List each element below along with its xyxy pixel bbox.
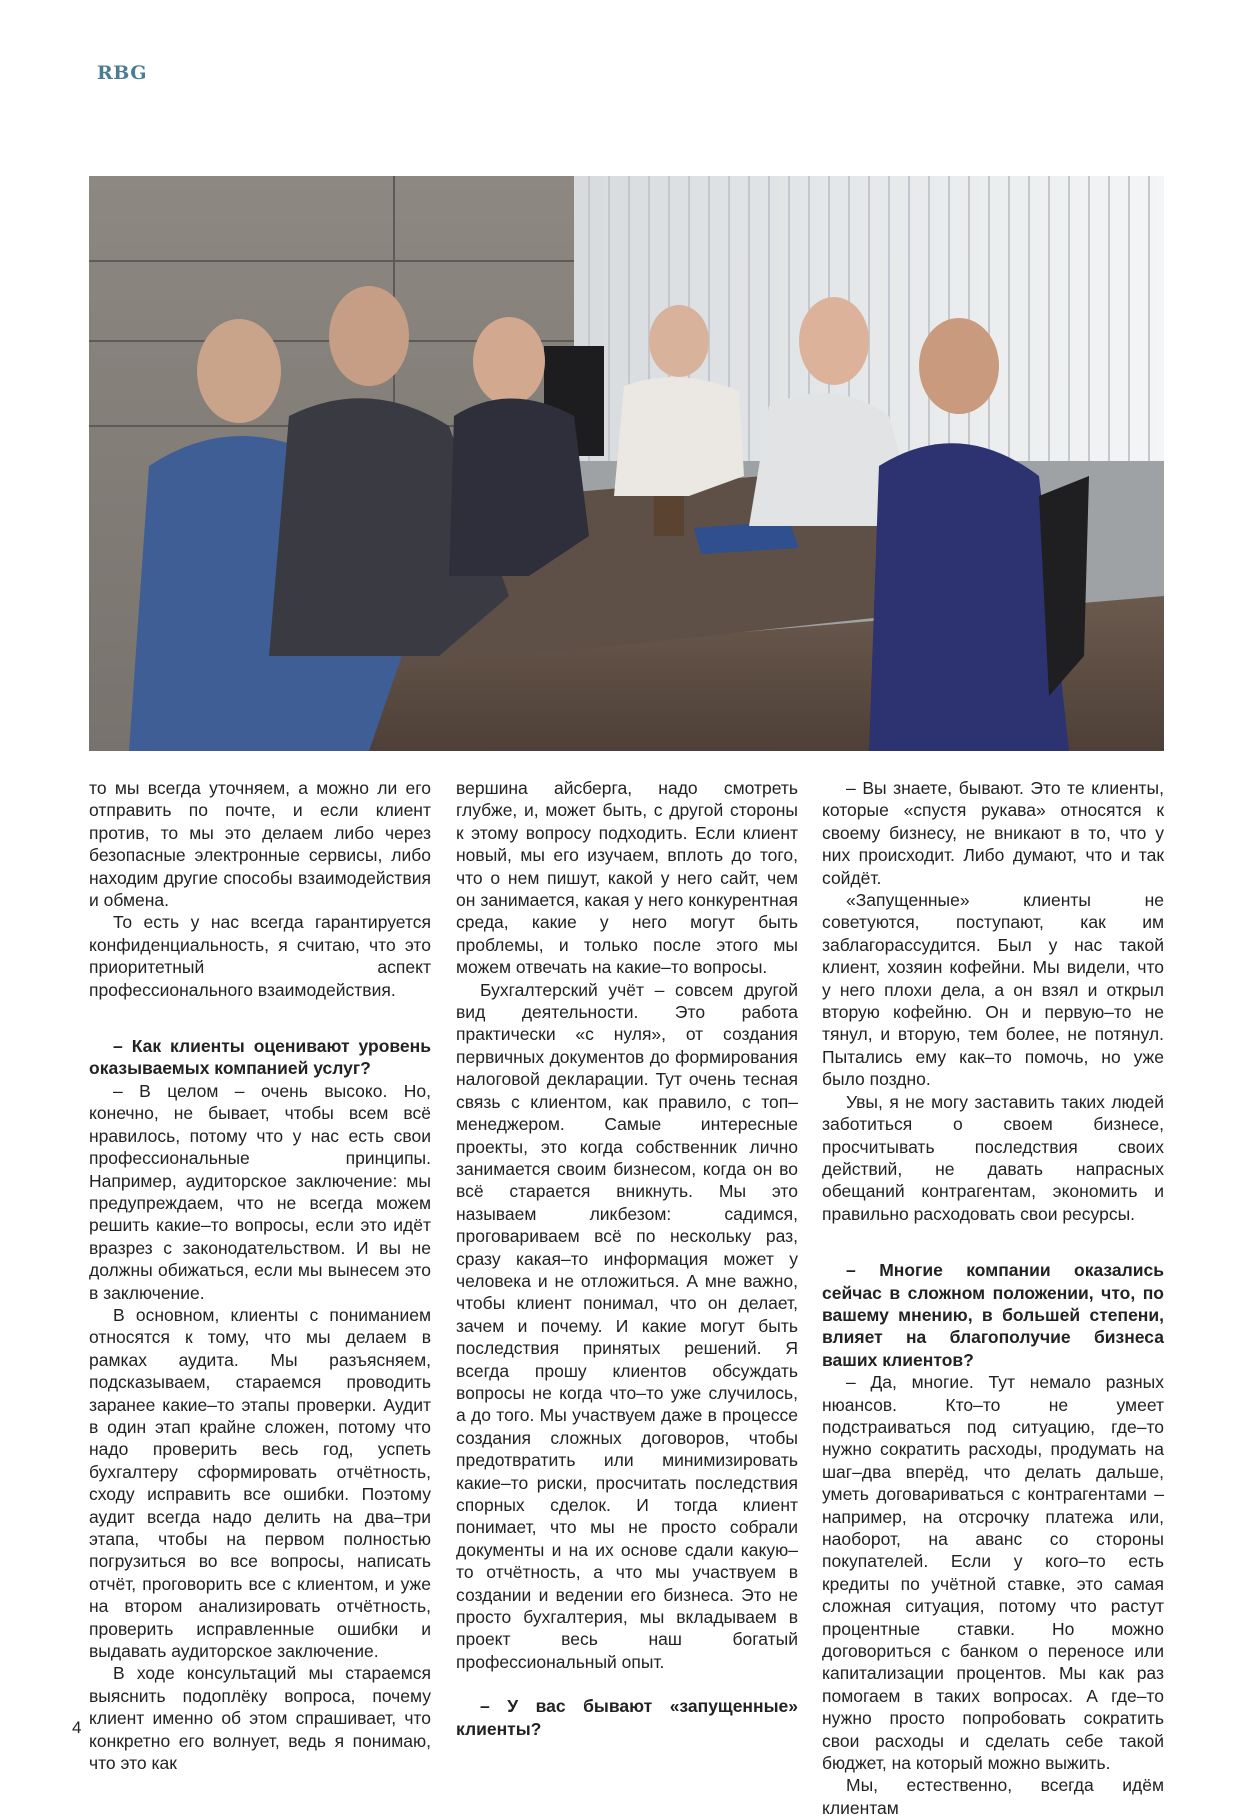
paragraph: – Да, многие. Тут немало разных нюансов. Кто–то не умеет подстраиваться под ситуацию, где–то нужно сократить расходы, продумать на шаг–два вперёд, что делать дальше, уметь договариваться с контрагентами – например, на отсрочку платежа или, наоборот, на аванс со стороны покупателей. Если у кого–то есть кредиты по учётной ставке, это самая сложная ситуация, потому что растут процентные ставки. Но можно договориться с банком о переносе или капитализации процентов. Мы как раз помогаем в таких вопросах. А где–то нужно просто попробовать сократить свои расходы и сделать себе такой бюджет, на который можно выжить.: [822, 1372, 1164, 1774]
interview-question: – Как клиенты оценивают уровень оказываемых компанией услуг?: [89, 1036, 431, 1079]
paragraph: «Запущенные» клиенты не советуются, поступают, как им заблагорассудится. Был у нас такой клиент, хозяин кофейни. Мы видели, что у него плохи дела, а он взял и открыл вторую кофейню. Он и первую–то не тянул, и вторую, тем более, не потянул. Пытались ему как–то помочь, но уже было поздно.: [822, 890, 1164, 1090]
paragraph: Бухгалтерский учёт – совсем другой вид деятельности. Это работа практически «с нуля», от создания первичных документов до формирования налоговой декларации. Тут очень тесная связь с клиентом, как правило, с топ–менеджером. Самые интересные проекты, это когда собственник лично занимается своим бизнесом, когда он во всё старается вникнуть. Мы это называем ликбезом: садимся, проговариваем всё по нескольку раз, сразу какая–то информация может у человека и не отложиться. А мне важно, чтобы клиент понимал, что он делает, зачем и почему. И какие могут быть последствия принятых решений. Я всегда прошу клиентов обсуждать вопросы не когда что–то уже случилось, а до того. Мы участвуем даже в процессе создания сложных договоров, чтобы предотвратить или минимизировать какие–то риски, просчитать последствия спорных сделок. И тогда клиент понимает, что мы не просто собрали документы и на их основе сдали какую–то отчётность, а что мы участвуем в создании и ведении его бизнеса. Это не просто бухгалтерия, мы вкладываем в проект весь наш богатый профессиональный опыт.: [456, 979, 798, 1672]
meeting-photo: [89, 176, 1164, 751]
paragraph: То есть у нас всегда гарантируется конфиденциальность, я считаю, что это приоритетный аспект профессионального взаимодействия.: [89, 912, 431, 1000]
paragraph: Увы, я не могу заставить таких людей заботиться о своем бизнесе, просчитывать последствия своих действий, не давать напрасных обещаний контрагентам, экономить и правильно расходовать свои ресурсы.: [822, 1091, 1164, 1224]
page-number: 4: [72, 1718, 82, 1737]
text-column-3: [822, 777, 1164, 1819]
paragraph: В ходе консультаций мы стараемся выяснить подоплёку вопроса, почему клиент именно об этом спрашивает, что конкретно его волнует, ведь я понимаю, что это как: [89, 1663, 431, 1774]
interview-question: – Многие компании оказались сейчас в сложном положении, что, по вашему мнению, в большей степени, влияет на благополучие бизнеса ваших клиентов?: [822, 1260, 1164, 1370]
paragraph: вершина айсберга, надо смотреть глубже, и, может быть, с другой стороны к этому вопросу подходить. Если клиент новый, мы его изучаем, вплоть до того, что о нем пишут, какой у него сайт, чем он занимается, какая у него конкурентная среда, какие у него могут быть проблемы, и только после этого мы можем отвечать на какие–то вопросы.: [456, 778, 798, 978]
text-column-1: [89, 777, 431, 1774]
paragraph: – Вы знаете, бывают. Это те клиенты, которые «спустя рукава» относятся к своему бизнесу, не вникают в то, что у них происходит. Либо думают, что и так сойдёт.: [822, 778, 1164, 888]
paragraph: В основном, клиенты с пониманием относятся к тому, что мы делаем в рамках аудита. Мы разъясняем, подсказываем, стараемся проводить заранее какие–то этапы проверки. Аудит в один этап крайне сложен, потому что надо проверить весь год, успеть бухгалтеру сформировать отчётность, сходу исправить все ошибки. Поэтому аудит всегда надо делить на два–три этапа, чтобы на первом полностью погрузиться во все вопросы, написать отчёт, проговорить все с клиентом, и уже на втором анализировать отчётность, проверить исправленные ошибки и выдавать аудиторское заключение.: [89, 1304, 431, 1662]
paragraph: то мы всегда уточняем, а можно ли его отправить по почте, и если клиент против, то мы это делаем либо через безопасные электронные сервисы, либо находим другие способы взаимодействия и обмена.: [89, 778, 431, 911]
paragraph: – В целом – очень высоко. Но, конечно, не бывает, чтобы всем всё нравилось, потому что у нас есть свои профессиональные принципы. Например, аудиторское заключение: мы предупреждаем, что не всегда можем решить какие–то вопросы, если это идёт вразрез с законодательством. И вы не должны обижаться, если мы вынесем это в заключение.: [89, 1080, 431, 1303]
meeting-photo-illustration: [89, 176, 1164, 751]
text-column-2: [456, 777, 798, 1740]
interview-question: – У вас бывают «запущенные» клиенты?: [456, 1696, 798, 1739]
magazine-brand: RBG: [97, 62, 147, 84]
paragraph: Мы, естественно, всегда идём клиентам: [822, 1775, 1164, 1818]
